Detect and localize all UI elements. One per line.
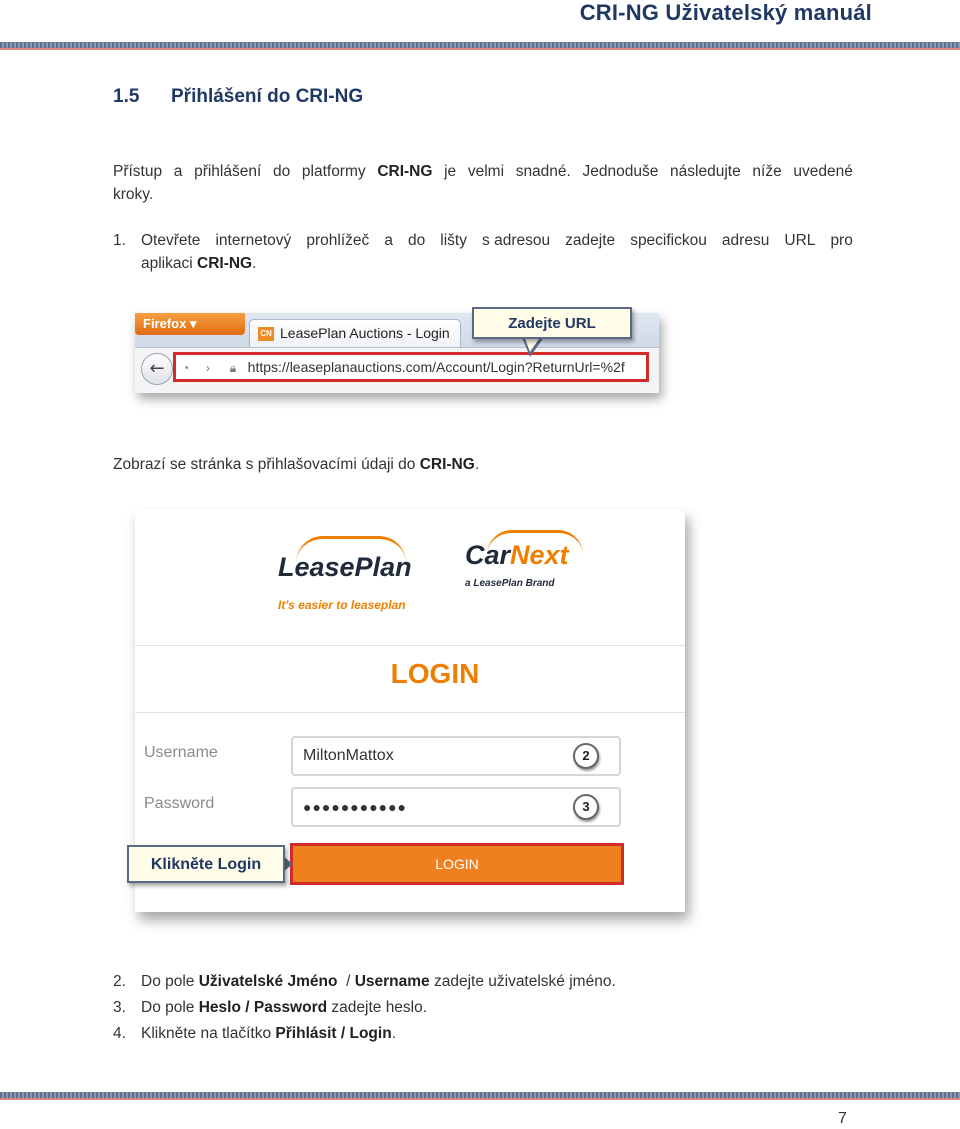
- step-2: [113, 969, 616, 995]
- login-title: LOGIN: [390, 658, 480, 689]
- section-title-text: Přihlášení do CRI-NG: [171, 86, 364, 107]
- step-text: zadejte heslo.: [327, 999, 428, 1016]
- section-number: 1.5: [113, 86, 140, 107]
- login-button[interactable]: LOGIN: [290, 843, 624, 885]
- intro-word-bold: CRI-NG: [377, 163, 433, 180]
- url-bar[interactable]: [173, 352, 649, 382]
- step-word: s adresou: [482, 232, 551, 249]
- intro-word: je: [444, 163, 457, 180]
- intro-word: uvedené: [793, 163, 853, 180]
- tab-title: LeasePlan Auctions - Login: [280, 325, 450, 341]
- intro-word: přihlášení: [194, 163, 262, 180]
- step-word: pro: [830, 232, 853, 249]
- password-label: Password: [144, 795, 215, 812]
- username-label: Username: [144, 744, 218, 761]
- step-1-line-2: [113, 252, 853, 275]
- step-text: Klikněte na tlačítko: [141, 1025, 276, 1042]
- step-text: /: [337, 973, 355, 990]
- para-text-bold: CRI-NG: [419, 456, 475, 473]
- divider: [135, 712, 685, 713]
- step-text: zadejte uživatelské jméno.: [429, 973, 616, 990]
- step-text: .: [391, 1025, 396, 1042]
- intro-word: následujte: [670, 163, 741, 180]
- carnext-word-next: Next: [510, 540, 569, 570]
- carnext-logo: [465, 528, 595, 608]
- step-text-bold: CRI-NG: [197, 255, 253, 272]
- step-text: Do pole: [141, 999, 199, 1016]
- intro-word: Jednoduše: [582, 163, 659, 180]
- step-number: 1.: [113, 232, 126, 249]
- step-word: do: [407, 232, 426, 249]
- footer-rule: [0, 1092, 960, 1098]
- intro-word: velmi: [467, 163, 505, 180]
- intro-word: do: [272, 163, 291, 180]
- back-arrow-icon[interactable]: ←: [141, 353, 173, 385]
- password-input[interactable]: ●●●●●●●●●●●: [291, 787, 621, 827]
- intro-word: a: [173, 163, 183, 180]
- login-intro-paragraph: [113, 453, 479, 476]
- para-text: .: [474, 456, 480, 473]
- carnext-subtitle: a LeasePlan Brand: [465, 578, 555, 589]
- step-badge-3: 3: [573, 794, 599, 820]
- step-text: .: [252, 255, 257, 272]
- step-text: aplikaci: [141, 255, 197, 272]
- intro-paragraph: [113, 160, 853, 206]
- para-text: Zobrazí se stránka s přihlašovacími údaji do: [113, 456, 420, 473]
- intro-word: platformy: [301, 163, 366, 180]
- logo-band: [135, 510, 685, 645]
- step-text-bold: Uživatelské Jméno: [198, 973, 338, 990]
- divider: [135, 645, 685, 646]
- firefox-menu-button[interactable]: Firefox ▾: [135, 313, 245, 335]
- step-word: prohlížeč: [306, 232, 370, 249]
- intro-line-2: kroky.: [113, 186, 154, 203]
- leaseplan-logo: [278, 530, 423, 620]
- step-3: [113, 995, 616, 1021]
- section-title: [113, 86, 363, 108]
- step-4: [113, 1021, 616, 1047]
- step-word: zadejte: [565, 232, 616, 249]
- carnext-word-car: Car: [465, 540, 511, 570]
- leaseplan-wordmark: LeasePlan: [278, 552, 412, 582]
- carnext-wordmark: [465, 540, 569, 571]
- step-word: adresu: [721, 232, 770, 249]
- url-text: https://leaseplanauctions.com/Account/Login?ReturnUrl=%2f: [247, 359, 625, 375]
- lock-icon: 🔒︎: [229, 361, 237, 375]
- username-input[interactable]: MiltonMattox: [291, 736, 621, 776]
- browser-nav-bar: [135, 347, 659, 393]
- header-rule: [0, 42, 960, 48]
- step-badge-2: 2: [573, 743, 599, 769]
- step-word: URL: [784, 232, 816, 249]
- click-login-callout: Klikněte Login: [127, 845, 285, 883]
- intro-word: níže: [752, 163, 782, 180]
- step-number: 2.: [113, 973, 126, 990]
- enter-url-callout: Zadejte URL: [472, 307, 632, 339]
- step-text-bold: Username: [354, 973, 430, 990]
- step-1: [113, 229, 853, 275]
- step-text-bold: Heslo / Password: [198, 999, 328, 1016]
- step-number: 4.: [113, 1025, 126, 1042]
- shield-icon: ◔: [182, 361, 190, 375]
- step-word: lišty: [440, 232, 467, 249]
- step-text: Do pole: [141, 973, 199, 990]
- favicon-icon: CN: [258, 327, 274, 341]
- intro-word: Přístup: [113, 163, 163, 180]
- step-word: internetový: [215, 232, 292, 249]
- chevron-right-icon: ›: [205, 361, 210, 375]
- step-number: 3.: [113, 999, 126, 1016]
- steps-list: [113, 969, 616, 1047]
- leaseplan-tagline: It's easier to leaseplan: [278, 598, 406, 612]
- document-header-title: CRI-NG Uživatelský manuál: [579, 0, 872, 25]
- step-word: Otevřete: [140, 232, 201, 249]
- step-word: specifickou: [630, 232, 707, 249]
- step-text-bold: Přihlásit / Login: [275, 1025, 392, 1042]
- browser-tab[interactable]: [249, 319, 461, 348]
- page-number: 7: [838, 1110, 847, 1127]
- step-word: a: [384, 232, 393, 249]
- intro-word: snadné.: [515, 163, 571, 180]
